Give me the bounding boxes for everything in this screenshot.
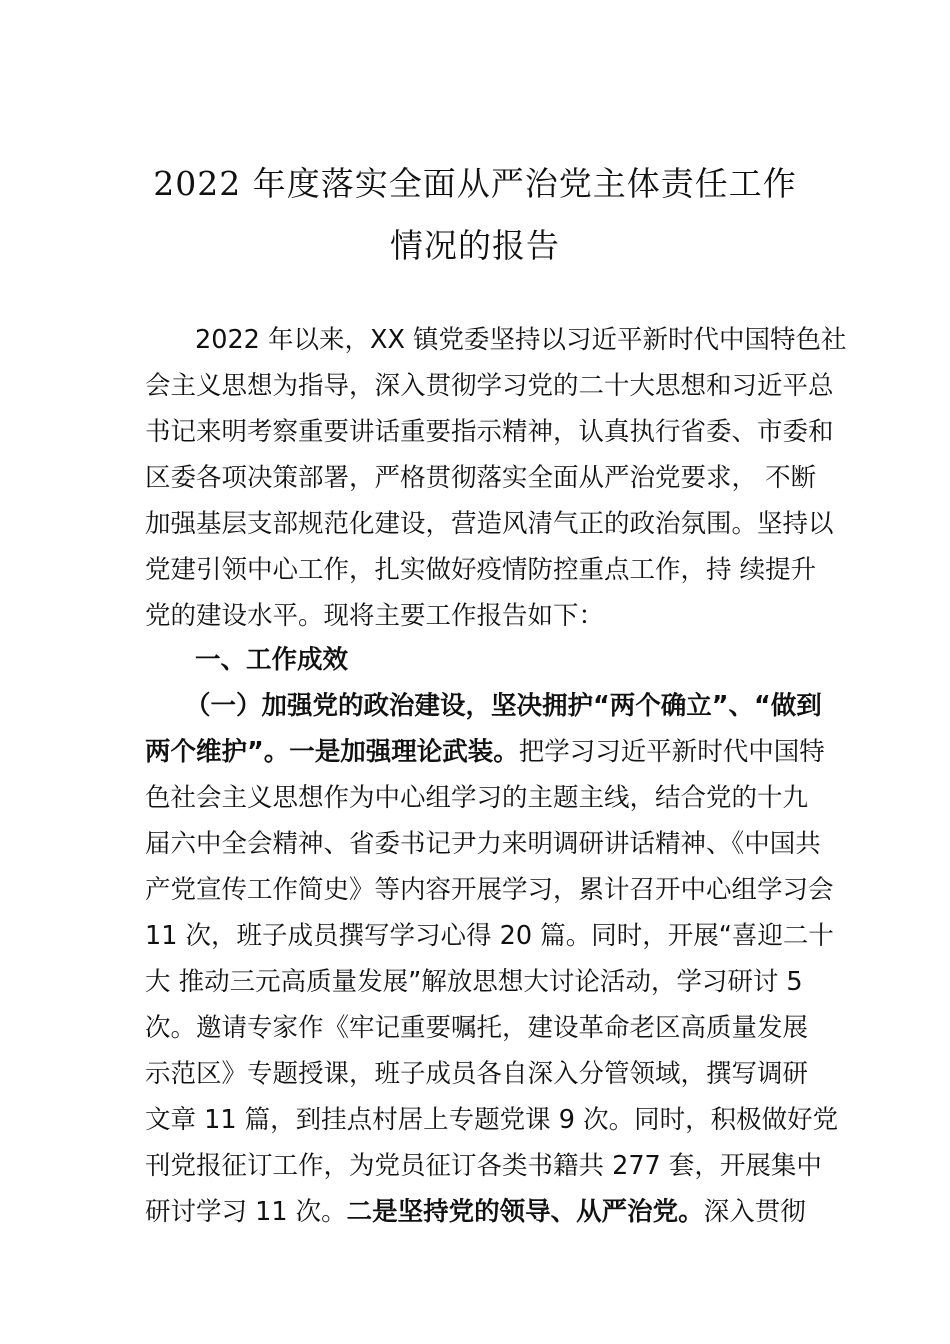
paragraph-line: 色社会主义思想作为中心组学习的主题主线，结合党的十九 — [145, 783, 809, 813]
section-heading: 一、工作成效 — [195, 645, 349, 675]
paragraph-text: 把学习习近平新时代中国特 — [518, 737, 825, 767]
paragraph-line: 产党宣传工作简史》等内容开展学习，累计召开中心组学习会 — [145, 875, 834, 905]
paragraph-line: 区委各项决策部署，严格贯彻落实全面从严治党要求， 不断 — [145, 463, 817, 493]
subsection-heading: （一）加强党的政治建设，坚决拥护“两个确立”、“做到 — [185, 691, 822, 721]
paragraph-line: 11 次，班子成员撰写学习心得 20 篇。同时，开展“喜迎二十 — [145, 921, 834, 951]
paragraph-text: 研讨学习 11 次。 — [145, 1197, 347, 1227]
paragraph-line: 书记来明考察重要讲话重要指示精神，认真执行省委、市委和 — [145, 417, 834, 447]
paragraph-line: 届六中全会精神、省委书记尹力来明调研讲话精神、《中国共 — [145, 829, 821, 859]
paragraph-line — [145, 1189, 835, 1235]
paragraph-line: 党建引领中心工作，扎实做好疫情防控重点工作，持 续提升 — [145, 555, 817, 585]
document-title-line-2: 情况的报告 — [390, 226, 560, 265]
paragraph-line: 会主义思想为指导，深入贯彻学习党的二十大思想和习近平总 — [145, 371, 834, 401]
paragraph-line — [145, 729, 835, 775]
paragraph-line: 党的建设水平。现将主要工作报告如下： — [145, 601, 605, 631]
paragraph-line: 次。邀请专家作《牢记重要嘱托，建设革命老区高质量发展 — [145, 1013, 809, 1043]
paragraph-line: 2022 年以来，XX 镇党委坚持以习近平新时代中国特色社 — [195, 325, 847, 355]
subsection-heading-continued: 两个维护”。一是加强理论武装。 — [145, 737, 519, 767]
paragraph-line: 加强基层支部规范化建设，营造风清气正的政治氛围。坚持以 — [145, 509, 834, 539]
paragraph-line: 示范区》专题授课，班子成员各自深入分管领域，撰写调研 — [145, 1059, 809, 1089]
paragraph-line: 大 推动三元高质量发展”解放思想大讨论活动，学习研讨 5 — [145, 967, 803, 997]
paragraph-line: 文章 11 篇，到挂点村居上专题党课 9 次。同时，积极做好党 — [145, 1105, 839, 1135]
document-title-line-1: 2022 年度落实全面从严治党主体责任工作 — [153, 164, 797, 203]
paragraph-text: 深入贯彻 — [703, 1197, 806, 1227]
paragraph-line: 刊党报征订工作，为党员征订各类书籍共 277 套，开展集中 — [145, 1151, 822, 1181]
subsection-point-heading: 二是坚持党的领导、从严治党。 — [346, 1197, 704, 1227]
